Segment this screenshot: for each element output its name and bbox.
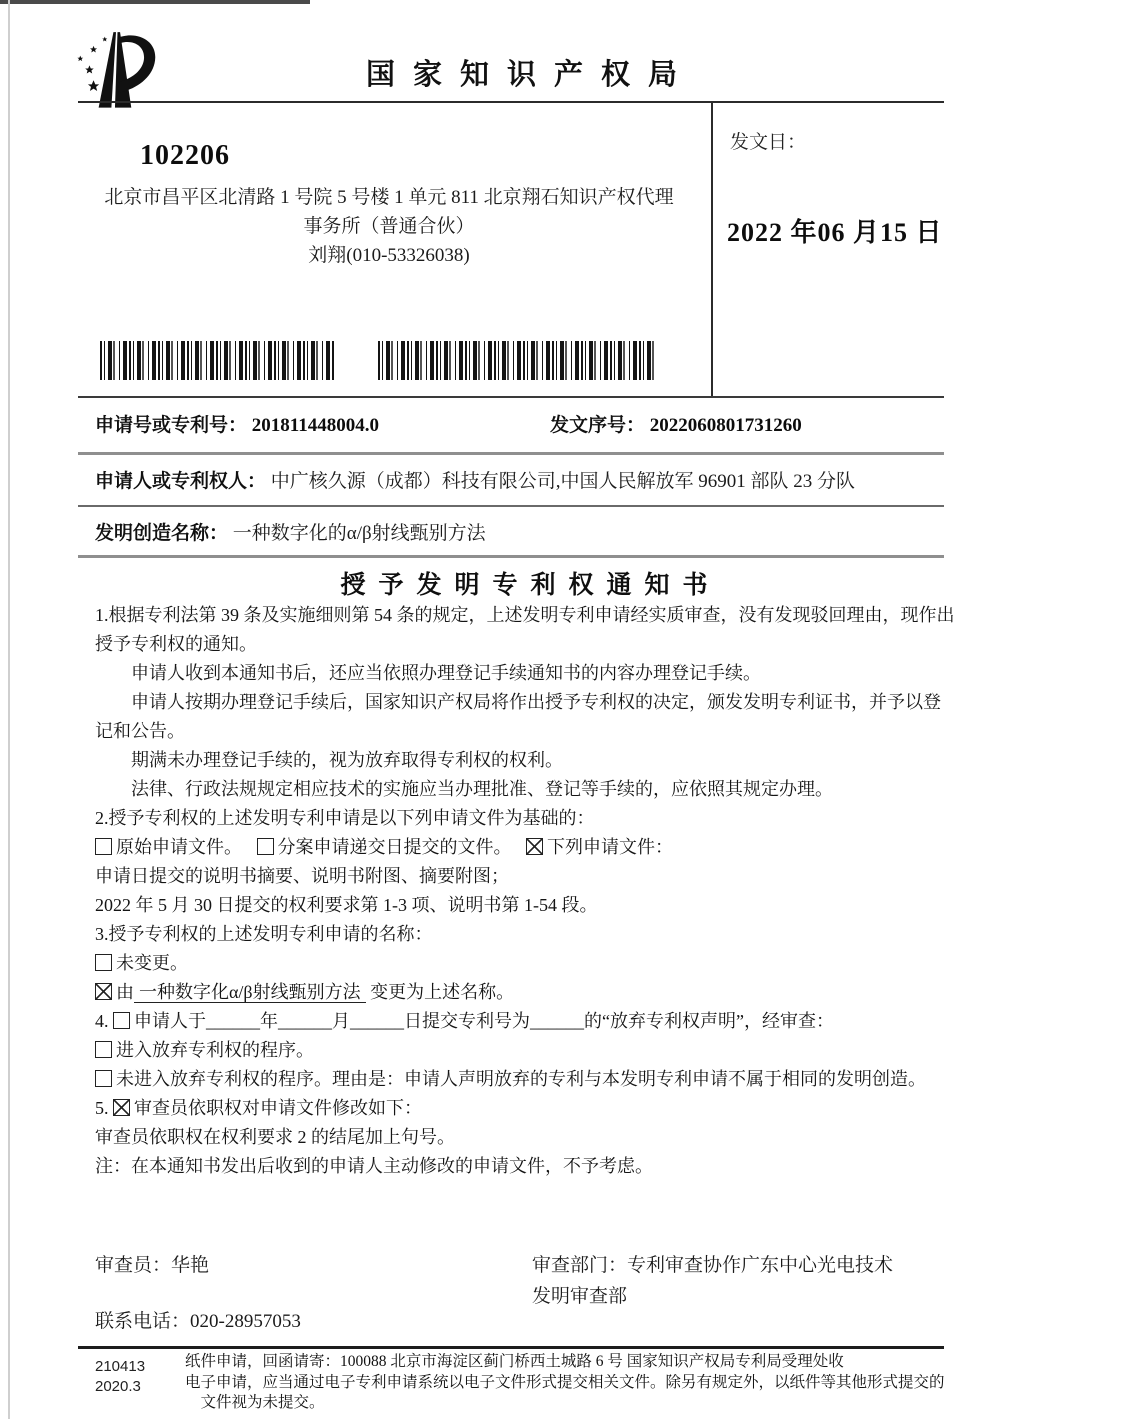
checkbox-name-unchanged xyxy=(95,954,112,971)
scan-artifact-top xyxy=(0,0,310,4)
address-line-1: 北京市昌平区北清路 1 号院 5 号楼 1 单元 811 北京翔石知识产权代理 xyxy=(104,187,674,208)
form-code-1: 210413 xyxy=(95,1358,146,1375)
notice-paragraph-3: 申请人按期办理登记手续后，国家知识产权局将作出授予专利权的决定，颁发发明专利证书，并予以登记和公告。 xyxy=(95,692,941,741)
address-line-2: 事务所（普通合伙） xyxy=(303,216,475,237)
recipient-contact: 刘翔(010-53326038) xyxy=(308,245,470,266)
department-line-1 xyxy=(532,1250,893,1281)
invention-name-value: 一种数字化的α/β射线甄别方法 xyxy=(232,523,486,544)
agency-title: 国家知识产权局 xyxy=(365,59,695,91)
option-label: 变更为上述名称。 xyxy=(365,982,515,1002)
notice-paragraph-4: 期满未办理登记手续的，视为放弃取得专利权的权利。 xyxy=(131,750,563,770)
option-label: 未变更。 xyxy=(116,953,188,973)
checkbox-abandon-declaration xyxy=(113,1012,130,1029)
item2-heading: 2.授予专利权的上述发明专利申请是以下列申请文件为基础的： xyxy=(95,808,595,828)
mailing-note-line-1: 纸件申请，回函请寄：100088 北京市海淀区蓟门桥西土城路 6 号 国家知识产权局专利局受理处收 xyxy=(185,1353,844,1370)
item3-option-changed xyxy=(95,978,955,1007)
checkbox-examiner-amendment xyxy=(113,1099,130,1116)
item2-options xyxy=(95,833,955,862)
form-footer xyxy=(95,1352,955,1414)
separator-line xyxy=(78,505,944,507)
option-label: 下列申请文件： xyxy=(547,837,673,857)
option-label: 由 xyxy=(116,982,134,1002)
item4-option-entered xyxy=(95,1036,955,1065)
item3-option-unchanged xyxy=(95,949,955,978)
examiner-row xyxy=(95,1250,209,1277)
option-label: 分案申请递交日提交的文件。 xyxy=(277,837,512,857)
applicant-value: 中广核久源（成都）科技有限公司,中国人民解放军 96901 部队 23 分队 xyxy=(270,471,856,492)
department-name: 专利审查协作广东中心光电技术 xyxy=(627,1255,894,1276)
notice-paragraph-2: 申请人收到本通知书后，还应当依照办理登记手续通知书的内容办理登记手续。 xyxy=(131,663,761,683)
contact-phone-row xyxy=(95,1306,301,1333)
serial-number-value: 2022060801731260 xyxy=(649,415,802,436)
option-label: 审查员依职权对申请文件修改如下： xyxy=(134,1098,422,1118)
application-number-value: 201811448004.0 xyxy=(251,415,379,436)
mailing-notes xyxy=(185,1352,955,1414)
checkbox-divisional-documents xyxy=(257,838,274,855)
department-line-2: 发明审查部 xyxy=(532,1286,628,1307)
addressee-block xyxy=(100,140,678,270)
examiner-footer xyxy=(95,1250,951,1340)
option-label: 申请人于______年______月______日提交专利号为______的“放弃专利权声明”，经审查： xyxy=(134,1011,834,1031)
item4-main xyxy=(95,1007,955,1036)
separator-line xyxy=(78,396,944,398)
item2-detail-1: 申请日提交的说明书摘要、说明书附图、摘要附图； xyxy=(95,866,509,886)
applicant-label: 申请人或专利权人： xyxy=(95,471,267,492)
postal-code: 102206 xyxy=(140,140,230,171)
notice-paragraph-1: 1.根据专利法第 39 条及实施细则第 54 条的规定，上述发明专利申请经实质审查，没有发现驳回理由，现作出授予专利权的通知。 xyxy=(95,605,955,654)
dispatch-date-box xyxy=(711,103,946,396)
notice-note: 注：在本通知书发出后收到的申请人主动修改的申请文件，不予考虑。 xyxy=(95,1156,653,1176)
checkbox-abandon-entered xyxy=(95,1041,112,1058)
notice-title: 授予发明专利权通知书 xyxy=(340,571,721,599)
item5-detail: 审查员依职权在权利要求 2 的结尾加上句号。 xyxy=(95,1127,455,1147)
checkbox-following-documents xyxy=(526,838,543,855)
checkbox-abandon-not-entered xyxy=(95,1070,112,1087)
notice-paragraph-5: 法律、行政法规规定相应技术的实施应当办理批准、登记等手续的，应依照其规定办理。 xyxy=(131,779,833,799)
application-number-row xyxy=(95,410,951,437)
item5-main xyxy=(95,1094,955,1123)
barcode xyxy=(100,341,335,380)
invention-name-label: 发明创造名称： xyxy=(95,523,229,544)
previous-invention-name: 一种数字化α/β射线甄别方法 xyxy=(134,982,366,1003)
notice-body xyxy=(95,601,955,1181)
applicant-row xyxy=(95,466,951,493)
checkbox-name-changed xyxy=(95,983,112,1000)
item5-number: 5. xyxy=(95,1098,109,1118)
option-label: 进入放弃专利权的程序。 xyxy=(116,1040,314,1060)
bottom-rule xyxy=(78,1346,944,1349)
contact-phone-value: 020-28957053 xyxy=(190,1311,301,1332)
separator-line xyxy=(78,555,944,558)
form-code-2: 2020.3 xyxy=(95,1378,141,1395)
serial-number-label: 发文序号： xyxy=(550,415,646,436)
option-label: 原始申请文件。 xyxy=(116,837,242,857)
separator-line xyxy=(78,452,944,455)
dispatch-date-value: 2022 年06 月15 日 xyxy=(727,218,943,247)
department-block xyxy=(532,1250,893,1312)
examiner-label: 审查员： xyxy=(95,1255,172,1276)
item2-detail-2: 2022 年 5 月 30 日提交的权利要求第 1-3 项、说明书第 1-54 段。 xyxy=(95,895,598,915)
item4-option-not-entered xyxy=(95,1065,955,1094)
examiner-name: 华艳 xyxy=(171,1255,210,1276)
mailing-note-line-3: 文件视为未提交。 xyxy=(200,1394,325,1411)
scan-artifact-left-edge xyxy=(8,0,10,1419)
invention-name-row xyxy=(95,518,951,545)
mailing-note-line-2: 电子申请，应当通过电子专利申请系统以电子文件形式提交相关文件。除另有规定外，以纸件等其他形式提交的 xyxy=(185,1373,945,1391)
contact-phone-label: 联系电话： xyxy=(95,1311,191,1332)
department-label: 审查部门： xyxy=(532,1255,628,1276)
barcode xyxy=(378,341,655,380)
item3-heading: 3.授予专利权的上述发明专利申请的名称： xyxy=(95,924,433,944)
item4-number: 4. xyxy=(95,1011,109,1031)
application-number-label: 申请号或专利号： xyxy=(95,415,248,436)
form-code-block xyxy=(95,1357,145,1397)
option-label: 未进入放弃专利权的程序。理由是：申请人声明放弃的专利与本发明专利申请不属于相同的发明创造。 xyxy=(116,1069,926,1089)
checkbox-original-documents xyxy=(95,838,112,855)
dispatch-date-label: 发文日： xyxy=(730,132,807,153)
